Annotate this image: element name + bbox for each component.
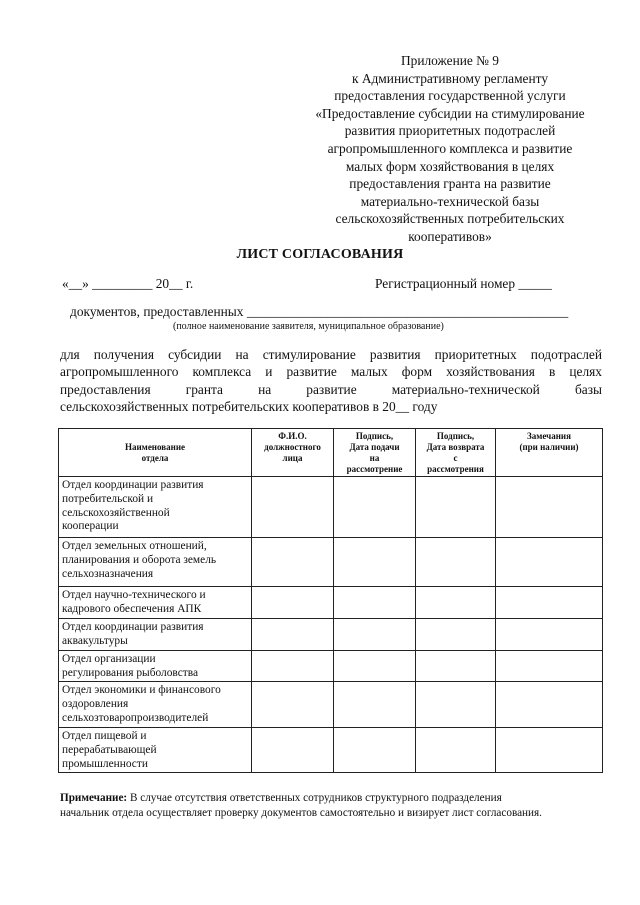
appendix-line: к Административному регламенту <box>351 70 549 86</box>
submit-cell[interactable] <box>334 728 416 773</box>
fio-cell[interactable] <box>252 651 334 682</box>
header-submit-date: Подпись, Дата подачи на рассмотрение <box>334 429 416 477</box>
submit-cell[interactable] <box>334 619 416 651</box>
header-return-date: Подпись, Дата возврата с рассмотрения <box>416 429 496 477</box>
department-cell: Отдел земельных отношений, планирования и оборота земель сельхозназначения <box>59 538 252 587</box>
appendix-line: предоставления гранта на развитие <box>349 176 551 192</box>
registration-number: Регистрационный номер _____ <box>375 276 552 291</box>
purpose-line: сельскохозяйственных потребительских кооперативов в 20__ году <box>60 399 438 415</box>
submit-cell[interactable] <box>334 587 416 619</box>
appendix-line: развития приоритетных подотраслей <box>344 123 556 139</box>
submit-cell[interactable] <box>334 651 416 682</box>
table-row <box>59 728 603 773</box>
applicant-hint: (полное наименование заявителя, муниципальное образование) <box>173 321 444 332</box>
appendix-line: предоставления государственной услуги <box>334 88 566 104</box>
return-cell[interactable] <box>416 538 496 587</box>
appendix-line: сельскохозяйственных потребительских <box>335 211 565 227</box>
table-row <box>59 477 603 538</box>
appendix-line: малых форм хозяйствования в целях <box>345 158 555 174</box>
footnote <box>60 791 630 820</box>
table-row <box>59 587 603 619</box>
table-row <box>59 682 603 728</box>
purpose-line: агропромышленного комплекса и развитие малых форм хозяйствования в целях <box>60 364 602 380</box>
table-header-row <box>59 429 603 477</box>
header-department: Наименование отдела <box>59 429 252 477</box>
remarks-cell[interactable] <box>496 477 603 538</box>
return-cell[interactable] <box>416 682 496 728</box>
remarks-cell[interactable] <box>496 587 603 619</box>
department-cell: Отдел экономики и финансового оздоровления сельхозтоваропроизводителей <box>59 682 252 728</box>
header-remarks: Замечания (при наличии) <box>496 429 603 477</box>
purpose-line: предоставления гранта на развитие материально-технической базы <box>60 381 602 397</box>
department-cell: Отдел пищевой и перерабатывающей промышленности <box>59 728 252 773</box>
documents-line: документов, предоставленных ________________________________________________ <box>70 304 569 319</box>
fio-cell[interactable] <box>252 587 334 619</box>
appendix-header <box>290 52 610 246</box>
fio-cell[interactable] <box>252 619 334 651</box>
return-cell[interactable] <box>416 619 496 651</box>
submit-cell[interactable] <box>334 682 416 728</box>
appendix-line: кооперативов» <box>408 228 492 244</box>
appendix-line: «Предоставление субсидии на стимулирование <box>315 105 585 121</box>
appendix-line: агропромышленного комплекса и развитие <box>327 140 573 156</box>
table-row <box>59 538 603 587</box>
remarks-cell[interactable] <box>496 538 603 587</box>
return-cell[interactable] <box>416 587 496 619</box>
header-fio: Ф.И.О. должностного лица <box>252 429 334 477</box>
document-title: ЛИСТ СОГЛАСОВАНИЯ <box>236 247 404 262</box>
note-label: Примечание: <box>60 792 128 804</box>
remarks-cell[interactable] <box>496 682 603 728</box>
purpose-line: для получения субсидии на стимулирование развития приоритетных подотраслей <box>60 347 602 362</box>
appendix-line: материально-технической базы <box>360 193 540 209</box>
return-cell[interactable] <box>416 728 496 773</box>
fio-cell[interactable] <box>252 682 334 728</box>
table-row <box>59 651 603 682</box>
date-line: «__» _________ 20__ г. <box>62 276 194 291</box>
return-cell[interactable] <box>416 651 496 682</box>
purpose-paragraph <box>60 346 602 416</box>
return-cell[interactable] <box>416 477 496 538</box>
remarks-cell[interactable] <box>496 651 603 682</box>
note-text: начальник отдела осуществляет проверку документов самостоятельно и визирует лист согласования. <box>60 806 542 819</box>
approval-table <box>58 428 603 773</box>
department-cell: Отдел организации регулирования рыболовства <box>59 651 252 682</box>
department-cell: Отдел координации развития потребительской и сельскохозяйственной кооперации <box>59 477 252 538</box>
remarks-cell[interactable] <box>496 728 603 773</box>
appendix-line: Приложение № 9 <box>400 53 500 68</box>
fio-cell[interactable] <box>252 728 334 773</box>
fio-cell[interactable] <box>252 477 334 538</box>
fio-cell[interactable] <box>252 538 334 587</box>
department-cell: Отдел координации развития аквакультуры <box>59 619 252 651</box>
department-cell: Отдел научно-технического и кадрового обеспечения АПК <box>59 587 252 619</box>
note-text: В случае отсутствия ответственных сотрудников структурного подразделения <box>127 792 502 804</box>
submit-cell[interactable] <box>334 477 416 538</box>
submit-cell[interactable] <box>334 538 416 587</box>
remarks-cell[interactable] <box>496 619 603 651</box>
table-row <box>59 619 603 651</box>
